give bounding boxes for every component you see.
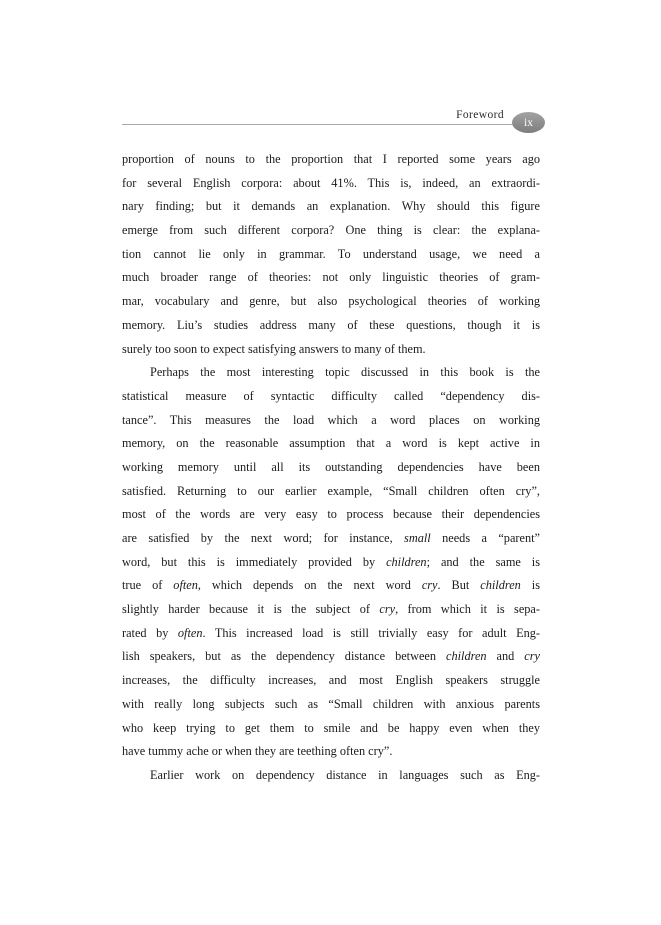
text-line [122, 480, 540, 504]
text-line [122, 527, 540, 551]
text-segment: for several English corpora: about 41%. This is, indeed, an extraordi- [122, 175, 540, 190]
italic-text-segment: children [480, 578, 521, 593]
page-number: ix [524, 116, 533, 129]
text-segment: are satisfied by the next word; for instance, [122, 531, 405, 545]
text-line [122, 314, 540, 338]
running-head: Foreword [456, 109, 504, 121]
text-segment: and [486, 649, 525, 664]
text-segment: Earlier work on dependency distance in languages such as Eng- [150, 767, 540, 782]
text-line [122, 574, 540, 598]
text-line [122, 219, 540, 243]
text-line [122, 669, 540, 693]
text-segment: statistical measure of syntactic difficulty called “dependency dis- [122, 388, 540, 403]
text-segment: rated by [122, 625, 178, 640]
text-line [122, 551, 540, 575]
text-segment: Perhaps the most interesting topic discussed in this book is the [150, 365, 540, 380]
text-line [122, 148, 540, 172]
text-segment: ; and the same is [426, 554, 540, 569]
text-segment: memory. Liu’s studies address many of these questions, though it is [122, 317, 540, 332]
text-line [122, 598, 540, 622]
italic-text-segment: cry [524, 649, 540, 664]
text-line [122, 693, 540, 717]
text-segment: most of the words are very easy to process because their dependencies [122, 507, 540, 522]
text-line [122, 740, 540, 764]
text-line [122, 456, 540, 480]
text-segment: . This increased load is still trivially easy for adult Eng- [202, 625, 540, 640]
italic-text-segment: often [177, 625, 203, 640]
paragraph [122, 148, 540, 361]
text-line [122, 338, 540, 362]
text-line [122, 243, 540, 267]
text-line [122, 172, 540, 196]
italic-text-segment: children [386, 554, 427, 569]
text-line [122, 409, 540, 433]
text-segment: word, but this is immediately provided by [122, 554, 387, 569]
text-segment: have tummy ache or when they are teething often cry”. [122, 744, 393, 759]
text-segment: , which depends on the next word [197, 578, 422, 593]
text-segment: , from which it is sepa- [395, 602, 540, 617]
text-segment: tion cannot lie only in grammar. To understand usage, we need a [122, 246, 540, 261]
text-segment: increases, the difficulty increases, and most English speakers struggle [122, 673, 540, 688]
text-segment: emerge from such different corpora? One thing is clear: the explana- [122, 223, 540, 238]
italic-text-segment: small [404, 531, 431, 545]
text-segment: true of [122, 578, 174, 593]
italic-text-segment: cry [379, 602, 396, 617]
text-line [122, 195, 540, 219]
text-line [122, 266, 540, 290]
italic-text-segment: children [446, 649, 487, 664]
text-segment: surely too soon to expect satisfying answers to many of them. [122, 341, 426, 356]
text-line [122, 622, 540, 646]
text-line [122, 385, 540, 409]
paragraph [122, 361, 540, 764]
text-segment: . But [437, 578, 481, 593]
page-number-badge [512, 112, 545, 133]
text-segment: needs a “parent” [430, 531, 540, 545]
text-segment: satisfied. Returning to our earlier example, “Small children often cry”, [122, 483, 540, 498]
header-rule [122, 124, 540, 125]
text-segment: mar, vocabulary and genre, but also psychological theories of working [122, 294, 540, 309]
text-segment: who keep trying to get them to smile and be happy even when they [122, 720, 540, 735]
text-segment: proportion of nouns to the proportion that I reported some years ago [122, 152, 540, 166]
text-segment: memory, on the reasonable assumption that a word is kept active in [122, 436, 540, 451]
text-line [122, 432, 540, 456]
text-segment: lish speakers, but as the dependency distance between [122, 649, 447, 664]
text-line [122, 645, 540, 669]
text-segment: working memory until all its outstanding dependencies have been [122, 459, 540, 474]
text-segment: with really long subjects such as “Small children with anxious parents [122, 696, 540, 711]
text-segment: is [520, 578, 540, 593]
italic-text-segment: cry [421, 578, 438, 593]
text-segment: much broader range of theories: not only linguistic theories of gram- [122, 270, 540, 285]
text-segment: slightly harder because it is the subject of [122, 602, 380, 617]
page-header [122, 102, 542, 136]
text-line [122, 361, 540, 385]
text-line [122, 764, 540, 788]
italic-text-segment: often [173, 578, 198, 593]
text-segment: nary finding; but it demands an explanation. Why should this figure [122, 199, 540, 214]
text-line [122, 717, 540, 741]
text-line [122, 503, 540, 527]
text-segment: tance”. This measures the load which a word places on working [122, 412, 540, 427]
page-body [122, 148, 540, 788]
text-line [122, 290, 540, 314]
paragraph [122, 764, 540, 788]
